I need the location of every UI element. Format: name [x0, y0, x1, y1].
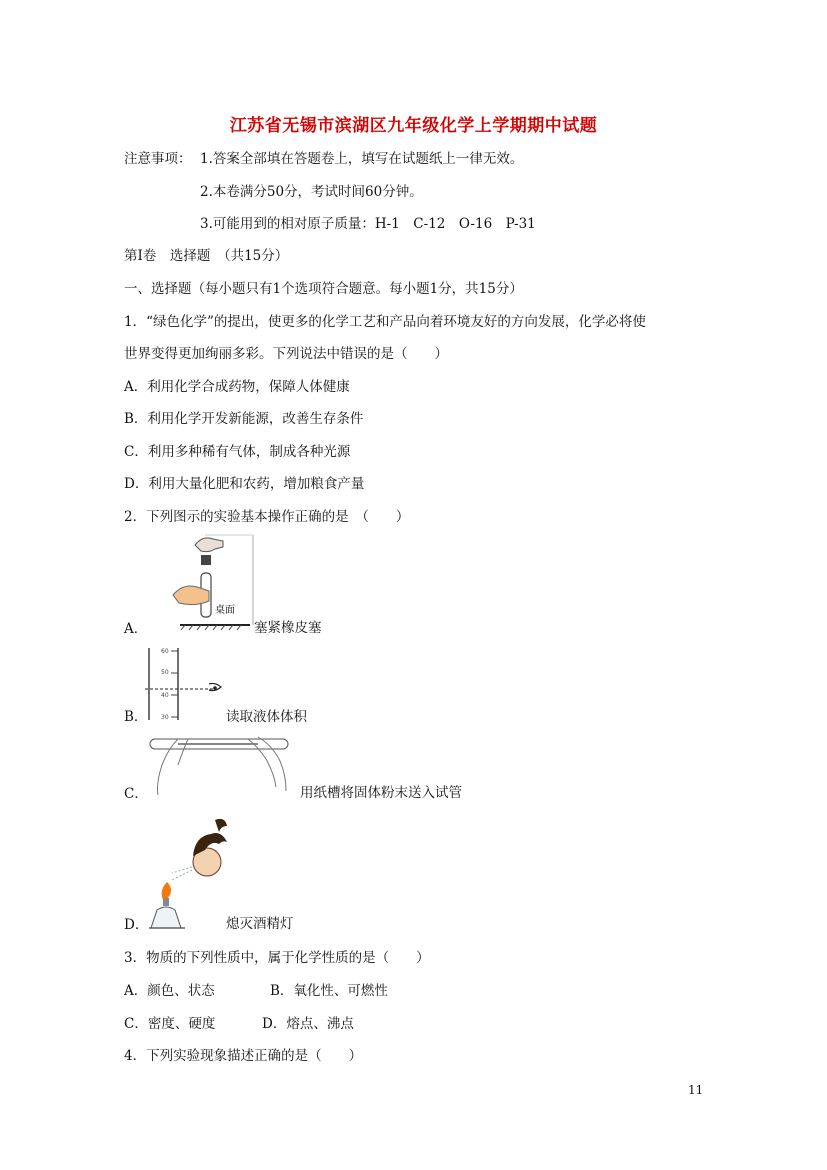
- q3-option-d: D．熔点、沸点: [262, 1016, 354, 1032]
- page-number: 11: [688, 1083, 704, 1097]
- page-title: 江苏省无锡市滨湖区九年级化学上学期期中试题: [229, 116, 598, 136]
- q1-option-c: C．利用多种稀有气体，制成各种光源: [124, 444, 351, 460]
- note-item-3: 3.可能用到的相对原子质量：H-1 C-12 O-16 P-31: [200, 216, 536, 232]
- q2-option-c-text: 用纸槽将固体粉末送入试管: [300, 785, 462, 801]
- notes-label: 注意事项：: [124, 151, 192, 167]
- eye-icon: [213, 686, 217, 690]
- alcohol-lamp-figure: [145, 812, 230, 930]
- q2-stem: 2．下列图示的实验基本操作正确的是 （ ）: [124, 509, 410, 525]
- q3-option-c: C．密度、硬度: [124, 1016, 216, 1032]
- graduated-cylinder-figure: [145, 648, 230, 720]
- stopper-insertion-figure: [165, 533, 255, 633]
- q1-option-a: A．利用化学合成药物，保障人体健康: [124, 379, 350, 395]
- tick-label-60: 60: [161, 648, 169, 655]
- q1-option-d: D．利用大量化肥和农药，增加粮食产量: [124, 476, 365, 492]
- q2-option-c-letter: C．: [124, 786, 148, 802]
- note-item-1: 1.答案全部填在答题卷上，填写在试题纸上一律无效。: [200, 151, 524, 167]
- q2-option-b-text: 读取液体体积: [226, 709, 307, 725]
- tick-label-50: 50: [161, 669, 169, 676]
- q4-stem: 4．下列实验现象描述正确的是（ ）: [124, 1048, 363, 1064]
- q3-option-a: A．颜色、状态: [124, 983, 215, 999]
- note-item-2: 2.本卷满分50分，考试时间60分钟。: [200, 184, 423, 200]
- q3-option-b: B．氧化性、可燃性: [270, 983, 388, 999]
- q2-option-a-letter: A．: [124, 621, 148, 637]
- section-heading: 第Ⅰ卷 选择题 （共15分）: [124, 248, 289, 264]
- q3-stem: 3．物质的下列性质中，属于化学性质的是（ ）: [124, 950, 430, 966]
- part-heading: 一、选择题（每小题只有1个选项符合题意。每小题1分，共15分）: [124, 281, 523, 297]
- q1-option-b: B．利用化学开发新能源，改善生存条件: [124, 411, 364, 427]
- q2-option-d-letter: D．: [124, 917, 149, 933]
- desk-label: 桌面: [215, 605, 235, 616]
- tick-label-30: 30: [161, 714, 169, 720]
- tick-label-40: 40: [161, 692, 169, 699]
- q2-option-a-text: 塞紧橡皮塞: [254, 620, 322, 636]
- q2-option-d-text: 熄灭酒精灯: [226, 916, 294, 932]
- q2-option-b-letter: B．: [124, 709, 148, 725]
- q1-stem-line2: 世界变得更加绚丽多彩。下列说法中错误的是（ ）: [124, 346, 448, 362]
- paper-trough-figure: [148, 733, 293, 795]
- q1-stem-line1: 1．“绿色化学”的提出，使更多的化学工艺和产品向着环境友好的方向发展，化学必将使: [124, 314, 646, 330]
